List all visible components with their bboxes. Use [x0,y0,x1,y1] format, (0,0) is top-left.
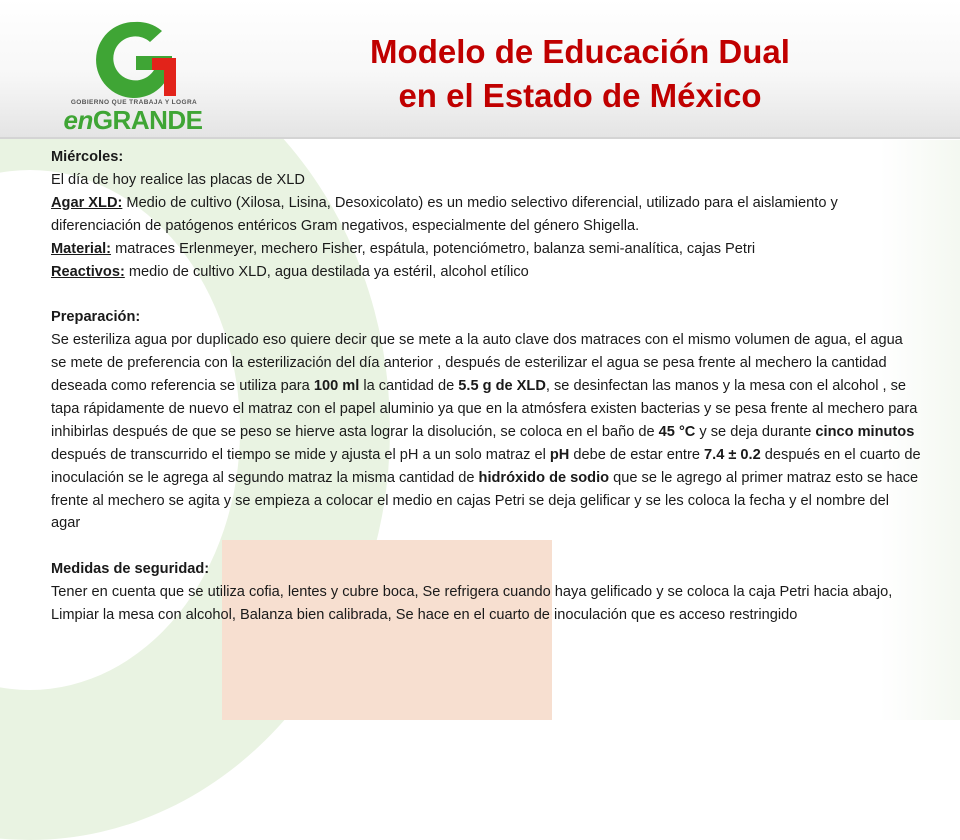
page-title-line-2: en el Estado de México [398,77,762,114]
preparacion-text-1: Se esteriliza agua por duplicado eso quiere decir que se mete a la auto clave dos matraces con el mismo volumen de agua, el agua se mete de preferencia con la esterilización del día anterior , después de esterilizar el agua se pesa frente al mechero la cantidad deseada como referencia se utiliza para [51,332,903,395]
seguridad-label: Medidas de seguridad: [51,561,210,578]
preparacion-text-2: la cantidad de [359,378,459,395]
preparacion-text-7: después en el cuarto de inoculación se le agrega al segundo matraz la misma cantidad de [51,446,921,486]
day-label: Miércoles: [51,149,124,165]
intro-text: El día de hoy realice las placas de XLD [51,171,305,188]
logo-g-icon [90,18,178,100]
agar-label: Agar XLD: [51,194,123,211]
preparacion-text-5: después de transcurrido el tiempo se mide y ajusta el pH a un solo matraz el [51,446,550,463]
preparacion-label: Preparación: [51,309,141,326]
preparacion-bold-quantity: 5.5 g de XLD [458,378,546,395]
page-title-line-1: Modelo de Educación Dual [370,33,790,70]
preparacion-bold-temperature: 45 °C [658,423,696,440]
spacer [51,283,921,306]
logo-tagline: GOBIERNO QUE TRABAJA Y LOGRA [70,99,198,106]
preparacion-text-8: que se le agrego al primer matraz esto se hace frente al mechero se agita y se empieza a colocar el medio en cajas Petri se deja gelificar y se les coloca la fecha y el nombre del agar [51,469,919,532]
logo-wordmark-en: en [63,105,93,135]
seguridad-text: Tener en cuenta que se utiliza cofia, lentes y cubre boca, Se refrigera cuando haya gelificado y se coloca la caja Petri hacia abajo, Limpiar la mesa con alcohol, Balanza bien calibrada, Se hace en el cuarto de inoculación que es acceso restringido [51,584,893,624]
reactivos-label: Reactivos: [51,263,125,280]
logo-wordmark [58,106,208,134]
header-band [0,0,960,138]
agar-paragraph [51,192,921,238]
logo-wordmark-grande: GRANDE [92,105,203,135]
document-body [51,146,921,627]
logo [54,18,214,135]
page-title [300,30,860,118]
preparacion-bold-volume: 100 ml [313,378,360,395]
preparacion-text-3: , se desinfectan las manos y la mesa con el alcohol , se tapa rápidamente de nuevo el matraz con el papel aluminio ya que en la atmósfera existen bacterias y se pesa frente al mechero para inhibirlas después de que se peso se hierve asta lograr la disolución, se coloca en el baño de [51,378,918,440]
spacer [51,535,921,558]
preparacion-paragraph [51,329,921,535]
preparacion-bold-duration: cinco minutos [815,423,915,440]
preparacion-text-4: y se deja durante [695,423,816,440]
material-text: matraces Erlenmeyer, mechero Fisher, espátula, potenciómetro, balanza semi-analítica, cajas Petri [111,240,756,257]
agar-text: Medio de cultivo (Xilosa, Lisina, Desoxicolato) es un medio selectivo diferencial, utilizado para el aislamiento y diferenciación de patógenos entéricos Gram negativos, especialmente del género Shigella. [51,194,838,234]
preparacion-bold-ph: pH [549,446,570,463]
preparacion-text-6: debe de estar entre [569,446,705,463]
reactivos-paragraph [51,261,921,284]
preparacion-bold-reagent: hidróxido de sodio [478,469,610,486]
material-paragraph [51,238,921,261]
preparacion-bold-ph-range: 7.4 ± 0.2 [704,446,761,463]
reactivos-text: medio de cultivo XLD, agua destilada ya estéril, alcohol etílico [124,263,529,280]
material-label: Material: [51,240,112,257]
header-divider [0,137,960,139]
